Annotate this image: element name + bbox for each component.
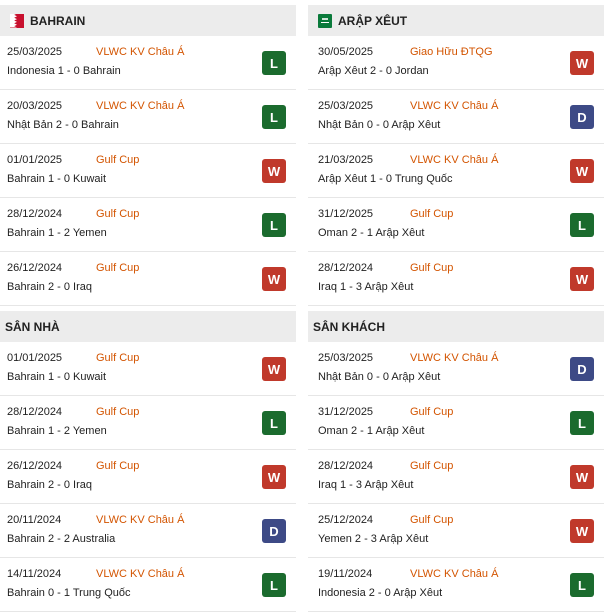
bahrain-column	[0, 0, 296, 612]
competition-link[interactable]: Gulf Cup	[96, 208, 140, 220]
match-date: 20/11/2024	[7, 514, 62, 526]
competition-link[interactable]: VLWC KV Châu Á	[96, 100, 185, 112]
match-date: 30/05/2025	[318, 46, 374, 58]
match-row[interactable]	[0, 504, 296, 558]
result-badge: D	[570, 357, 594, 381]
competition-link[interactable]: Gulf Cup	[410, 406, 454, 418]
match-list-home	[0, 342, 296, 612]
competition-link[interactable]: Gulf Cup	[410, 460, 454, 472]
team-title: ARẬP XÊUT	[338, 13, 408, 28]
result-badge: W	[262, 267, 286, 291]
match-row[interactable]	[0, 396, 296, 450]
team-header-saudi	[308, 5, 604, 36]
competition-link[interactable]: Gulf Cup	[96, 262, 140, 274]
match-row[interactable]	[0, 252, 296, 306]
match-list-saudi	[308, 36, 604, 306]
result-badge: W	[570, 465, 594, 489]
result-badge: W	[262, 465, 286, 489]
competition-link[interactable]: VLWC KV Châu Á	[96, 568, 185, 580]
match-row[interactable]	[308, 36, 604, 90]
competition-link[interactable]: VLWC KV Châu Á	[410, 352, 499, 364]
match-score: Nhật Bản 2 - 0 Bahrain	[7, 119, 119, 131]
result-badge: L	[262, 573, 286, 597]
match-date: 01/01/2025	[7, 352, 63, 364]
match-row[interactable]	[308, 396, 604, 450]
result-badge: L	[570, 411, 594, 435]
match-row[interactable]	[0, 342, 296, 396]
match-score: Iraq 1 - 3 Arập Xêut	[318, 479, 414, 491]
match-row[interactable]	[0, 198, 296, 252]
result-badge: W	[570, 159, 594, 183]
result-badge: W	[570, 267, 594, 291]
competition-link[interactable]: Gulf Cup	[96, 352, 140, 364]
result-badge: D	[570, 105, 594, 129]
match-date: 21/03/2025	[318, 154, 374, 166]
section-header-home	[0, 311, 296, 342]
match-date: 25/12/2024	[318, 514, 374, 526]
result-badge: L	[262, 213, 286, 237]
section-title: SÂN KHÁCH	[313, 319, 385, 334]
match-list-away	[308, 342, 604, 612]
competition-link[interactable]: Gulf Cup	[96, 154, 140, 166]
match-date: 31/12/2025	[318, 208, 374, 220]
match-date: 28/12/2024	[7, 208, 63, 220]
competition-link[interactable]: Gulf Cup	[410, 208, 454, 220]
saudi-flag-icon	[318, 14, 332, 28]
bahrain-flag-icon	[10, 14, 24, 28]
match-score: Yemen 2 - 3 Arập Xêut	[318, 533, 429, 545]
match-row[interactable]	[0, 144, 296, 198]
result-badge: D	[262, 519, 286, 543]
match-row[interactable]	[0, 558, 296, 612]
match-score: Arập Xêut 2 - 0 Jordan	[318, 65, 429, 77]
match-row[interactable]	[308, 450, 604, 504]
match-date: 26/12/2024	[7, 460, 63, 472]
match-date: 28/12/2024	[318, 460, 374, 472]
match-score: Iraq 1 - 3 Arập Xêut	[318, 281, 414, 293]
result-badge: W	[262, 159, 286, 183]
section-header-away	[308, 311, 604, 342]
match-score: Indonesia 2 - 0 Arập Xêut	[318, 587, 443, 599]
match-row[interactable]	[0, 36, 296, 90]
match-date: 20/03/2025	[7, 100, 63, 112]
competition-link[interactable]: Gulf Cup	[96, 406, 140, 418]
match-row[interactable]	[308, 144, 604, 198]
match-score: Bahrain 1 - 2 Yemen	[7, 227, 107, 239]
competition-link[interactable]: Giao Hữu ĐTQG	[410, 46, 493, 58]
section-title: SÂN NHÀ	[5, 319, 60, 334]
match-date: 25/03/2025	[318, 100, 374, 112]
competition-link[interactable]: VLWC KV Châu Á	[96, 514, 185, 526]
match-date: 01/01/2025	[7, 154, 63, 166]
match-date: 28/12/2024	[318, 262, 374, 274]
result-badge: L	[570, 213, 594, 237]
match-date: 25/03/2025	[7, 46, 63, 58]
match-score: Bahrain 2 - 2 Australia	[7, 533, 116, 545]
match-score: Arập Xêut 1 - 0 Trung Quốc	[318, 173, 453, 185]
competition-link[interactable]: VLWC KV Châu Á	[410, 154, 499, 166]
match-score: Oman 2 - 1 Arập Xêut	[318, 425, 425, 437]
match-score: Indonesia 1 - 0 Bahrain	[7, 65, 121, 77]
match-score: Nhật Bản 0 - 0 Arập Xêut	[318, 371, 441, 383]
match-score: Oman 2 - 1 Arập Xêut	[318, 227, 425, 239]
match-row[interactable]	[308, 90, 604, 144]
match-date: 31/12/2025	[318, 406, 374, 418]
match-date: 25/03/2025	[318, 352, 374, 364]
result-badge: L	[570, 573, 594, 597]
match-date: 19/11/2024	[318, 568, 373, 580]
competition-link[interactable]: VLWC KV Châu Á	[96, 46, 185, 58]
match-score: Nhật Bản 0 - 0 Arập Xêut	[318, 119, 441, 131]
match-score: Bahrain 2 - 0 Iraq	[7, 479, 92, 491]
result-badge: L	[262, 51, 286, 75]
match-row[interactable]	[308, 252, 604, 306]
match-score: Bahrain 1 - 2 Yemen	[7, 425, 107, 437]
match-row[interactable]	[308, 558, 604, 612]
competition-link[interactable]: VLWC KV Châu Á	[410, 100, 499, 112]
match-list-bahrain	[0, 36, 296, 306]
match-row[interactable]	[308, 198, 604, 252]
team-header-bahrain	[0, 5, 296, 36]
match-score: Bahrain 1 - 0 Kuwait	[7, 173, 107, 185]
match-date: 26/12/2024	[7, 262, 63, 274]
result-badge: W	[570, 51, 594, 75]
match-row[interactable]	[308, 342, 604, 396]
result-badge: W	[262, 357, 286, 381]
match-row[interactable]	[0, 90, 296, 144]
competition-link[interactable]: Gulf Cup	[96, 460, 140, 472]
result-badge: L	[262, 105, 286, 129]
match-score: Bahrain 2 - 0 Iraq	[7, 281, 92, 293]
competition-link[interactable]: Gulf Cup	[410, 514, 454, 526]
competition-link[interactable]: Gulf Cup	[410, 262, 454, 274]
match-row[interactable]	[308, 504, 604, 558]
saudi-column	[308, 0, 604, 612]
match-date: 28/12/2024	[7, 406, 63, 418]
match-score: Bahrain 1 - 0 Kuwait	[7, 371, 107, 383]
result-badge: W	[570, 519, 594, 543]
match-row[interactable]	[0, 450, 296, 504]
match-score: Bahrain 0 - 1 Trung Quốc	[7, 587, 131, 599]
match-date: 14/11/2024	[7, 568, 62, 580]
result-badge: L	[262, 411, 286, 435]
competition-link[interactable]: VLWC KV Châu Á	[410, 568, 499, 580]
team-title: BAHRAIN	[30, 13, 86, 28]
